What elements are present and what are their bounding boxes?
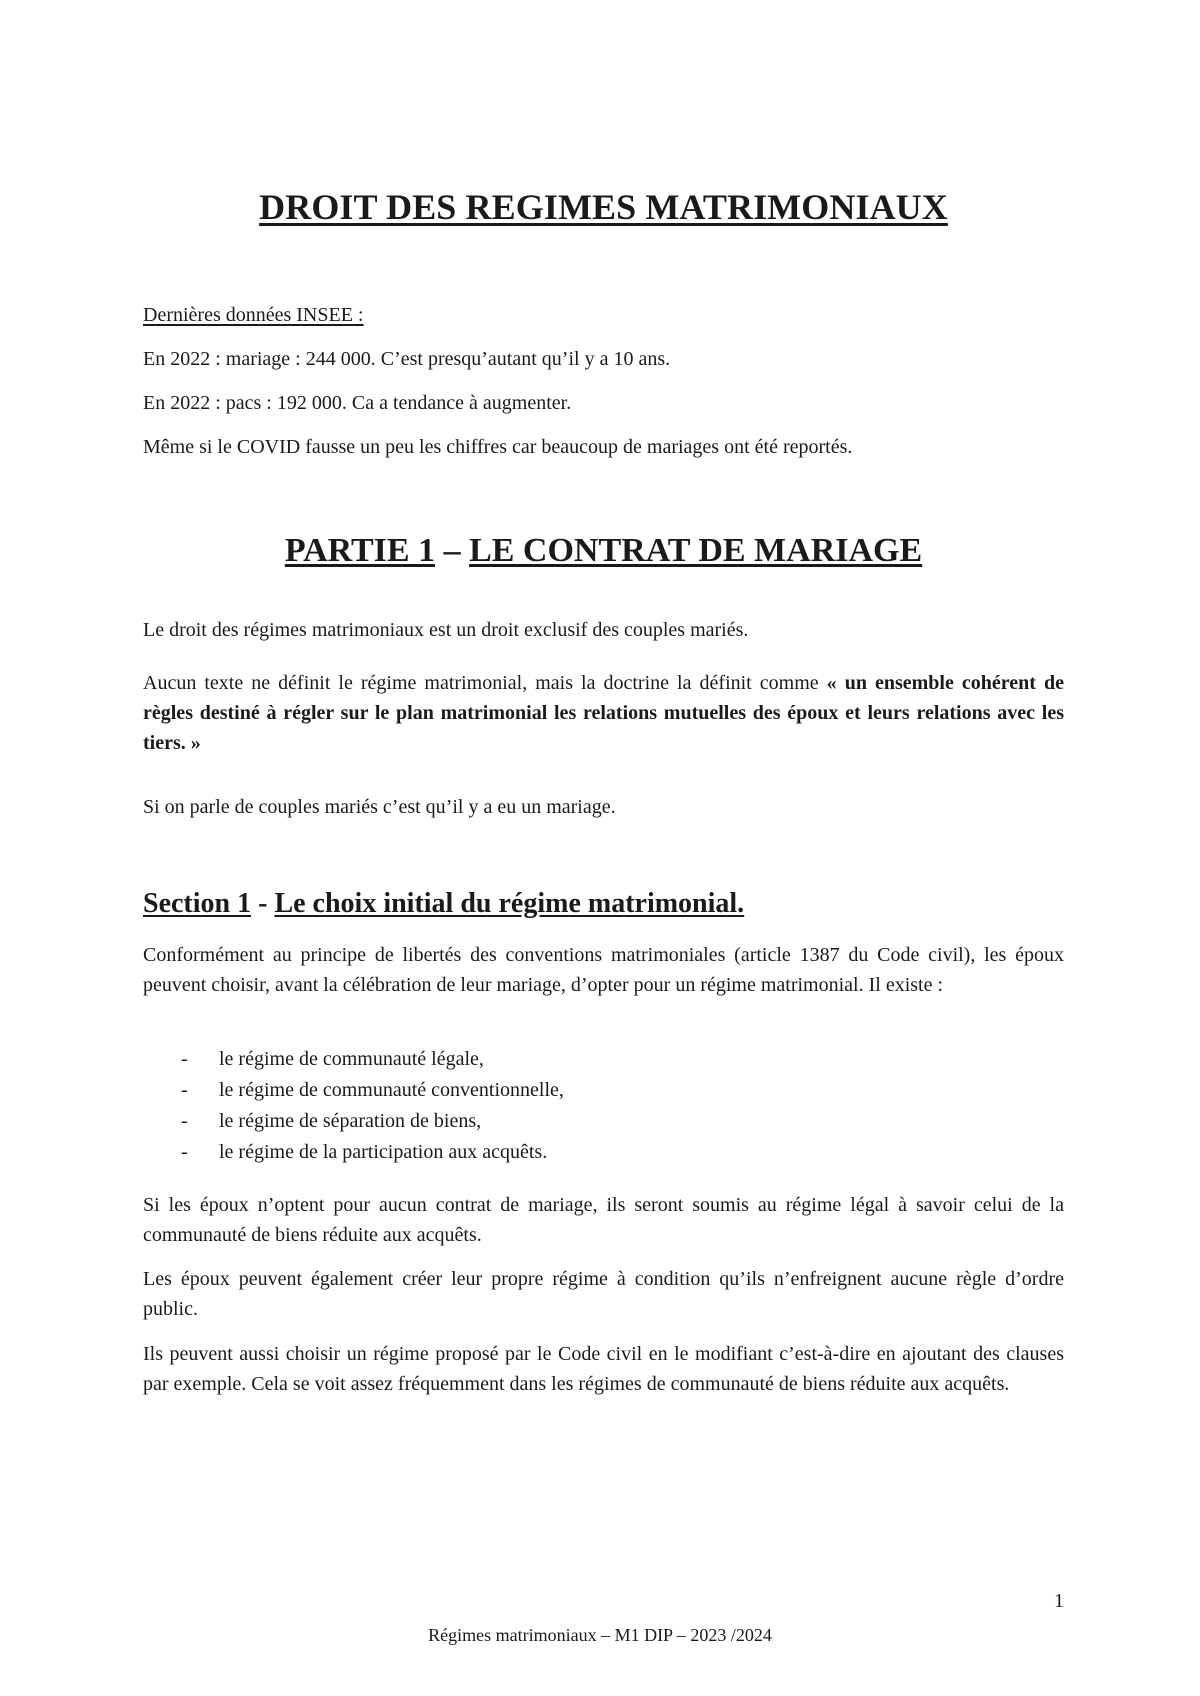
list-item	[181, 1044, 564, 1075]
definition-intro: Aucun texte ne définit le régime matrimonial, mais la doctrine la définit comme	[143, 672, 827, 694]
part-separator: –	[435, 532, 470, 569]
intro-line: En 2022 : mariage : 244 000. C’est presqu’autant qu’il y a 10 ans.	[143, 348, 671, 370]
intro-heading-text: Dernières données INSEE :	[143, 304, 364, 326]
list-dash: -	[181, 1048, 188, 1070]
section-paragraph: Si les époux n’optent pour aucun contrat de mariage, ils seront soumis au régime légal à savoir celui de la communauté de biens réduite aux acquêts.	[143, 1194, 1064, 1246]
list-dash: -	[181, 1110, 188, 1132]
part-label: PARTIE 1	[284, 532, 436, 569]
intro-line: Même si le COVID fausse un peu les chiffres car beaucoup de mariages ont été reportés.	[143, 436, 853, 458]
page-number: 1	[1054, 1590, 1064, 1612]
definition-paragraph	[143, 668, 1064, 758]
page-footer: Régimes matrimoniaux – M1 DIP – 2023 /2024	[428, 1625, 772, 1645]
list-item-text: le régime de communauté légale,	[219, 1048, 484, 1070]
list-dash: -	[181, 1141, 188, 1163]
section-heading	[143, 888, 1064, 920]
list-item-text: le régime de la participation aux acquêts.	[219, 1141, 548, 1163]
list-item	[181, 1075, 564, 1106]
part-paragraph: Le droit des régimes matrimoniaux est un droit exclusif des couples mariés.	[143, 619, 749, 641]
list-item	[181, 1137, 564, 1168]
list-item-text: le régime de séparation de biens,	[219, 1110, 482, 1132]
section-paragraph: Ils peuvent aussi choisir un régime proposé par le Code civil en le modifiant c’est-à-dire en ajoutant des clauses par exemple. Cela se voit assez fréquemment dans les régimes de communauté de biens réduite aux acquêts.	[143, 1343, 1064, 1395]
document-title: DROIT DES REGIMES MATRIMONIAUX	[259, 187, 948, 227]
section-title: Le choix initial du régime matrimonial.	[274, 888, 745, 919]
section-paragraph: Conformément au principe de libertés des conventions matrimoniales (article 1387 du Code civil), les époux peuvent choisir, avant la célébration de leur mariage, d’opter pour un régime matrimonial. Il existe :	[143, 944, 1064, 996]
intro-line: En 2022 : pacs : 192 000. Ca a tendance à augmenter.	[143, 392, 572, 414]
list-item-text: le régime de communauté conventionnelle,	[219, 1079, 564, 1101]
section-paragraph: Les époux peuvent également créer leur propre régime à condition qu’ils n’enfreignent aucune règle d’ordre public.	[143, 1268, 1064, 1320]
regime-list	[181, 1044, 564, 1168]
part-paragraph: Si on parle de couples mariés c’est qu’il y a eu un mariage.	[143, 796, 616, 818]
list-item	[181, 1106, 564, 1137]
part-heading	[143, 532, 1064, 570]
list-dash: -	[181, 1079, 188, 1101]
intro-heading	[143, 300, 1064, 330]
definition-quote: « un ensemble cohérent de règles destiné à régler sur le plan matrimonial les relations mutuelles des époux et leurs relations avec les tiers. »	[143, 672, 1064, 754]
section-separator: -	[251, 888, 275, 919]
part-title: LE CONTRAT DE MARIAGE	[469, 532, 923, 569]
section-label: Section 1	[143, 888, 252, 919]
